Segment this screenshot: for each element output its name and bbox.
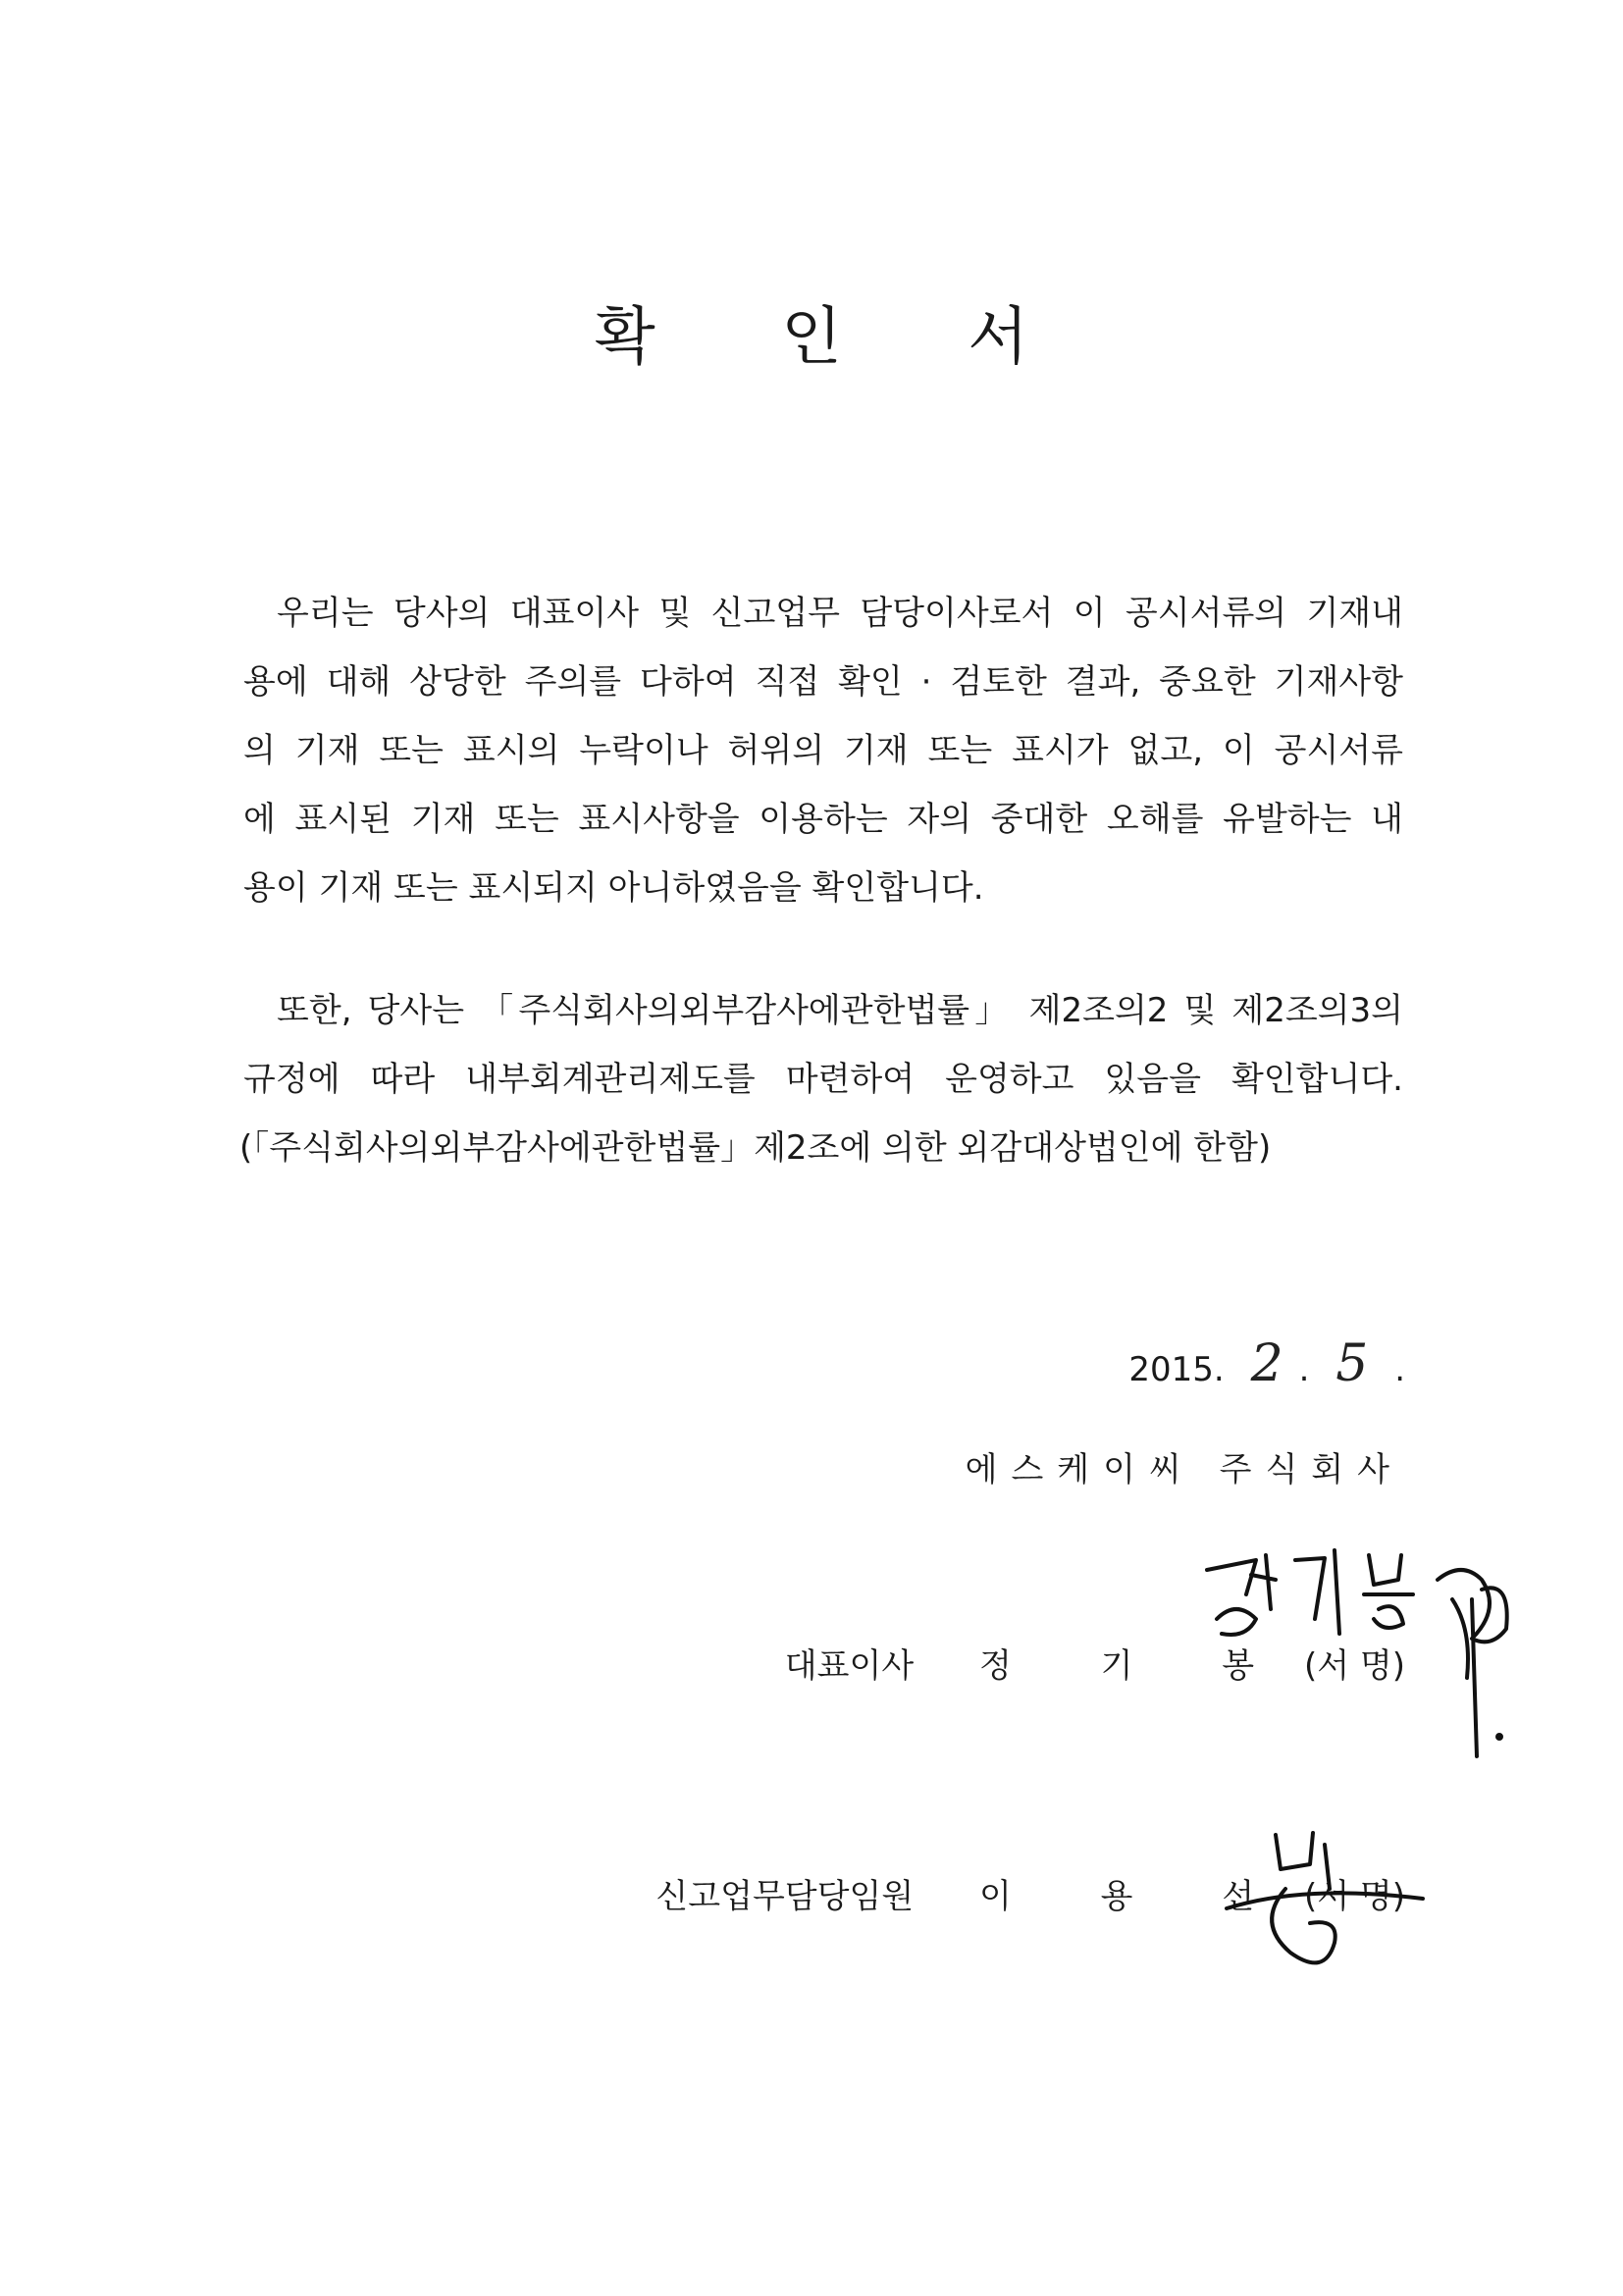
date-separator: . [1298, 1350, 1310, 1389]
date-end: . [1394, 1350, 1405, 1389]
document-date [1128, 1334, 1405, 1393]
date-month-handwritten: 2 [1250, 1334, 1283, 1393]
signer-name: 이 용 선 [979, 1877, 1294, 1916]
date-year: 2015. [1128, 1350, 1225, 1389]
signer-role: 대표이사 [784, 1646, 915, 1686]
signer-name: 정 기 봉 [979, 1646, 1294, 1686]
paragraph2-line-2: 규정에 따라 내부회계관리제도를 마련하여 운영하고 있음을 확인합니다. [243, 1060, 1403, 1099]
document-title: 확 인 서 [594, 301, 1082, 374]
internal-control-paragraph [243, 976, 1403, 1114]
paragraph1-line-3: 의 기재 또는 표시의 누락이나 허위의 기재 또는 표시가 없고, 이 공시서류 [243, 731, 1403, 770]
paragraph1-line-1: 우리는 당사의 대표이사 및 신고업무 담당이사로서 이 공시서류의 기재내 [277, 594, 1403, 633]
signer-role: 신고업무담당임원 [655, 1877, 915, 1916]
company-name: 에스케이씨 주식회사 [965, 1450, 1403, 1489]
signer-ceo [785, 1639, 1405, 1687]
paragraph1-line-5: 용이 기재 또는 표시되지 아니하였음을 확인합니다. [243, 868, 984, 908]
signer-disclosure-officer [655, 1869, 1405, 1917]
paragraph1-line-2: 용에 대해 상당한 주의를 다하여 직접 확인 · 검토한 결과, 중요한 기재사항 [243, 662, 1403, 702]
paragraph1-line-4: 에 표시된 기재 또는 표시사항을 이용하는 자의 중대한 오해를 유발하는 내 [243, 800, 1403, 839]
confirmation-paragraph [243, 579, 1403, 922]
sign-label: (서 명) [1303, 1646, 1405, 1686]
date-day-handwritten: 5 [1335, 1334, 1369, 1393]
applicability-note: (「주식회사의외부감사에관한법률」제2조에 의한 외감대상법인에 한함) [239, 1128, 1272, 1168]
paragraph2-line-1: 또한, 당사는 「주식회사의외부감사에관한법률」 제2조의2 및 제2조의3의 [277, 991, 1403, 1030]
sign-label: (서 명) [1303, 1877, 1405, 1916]
